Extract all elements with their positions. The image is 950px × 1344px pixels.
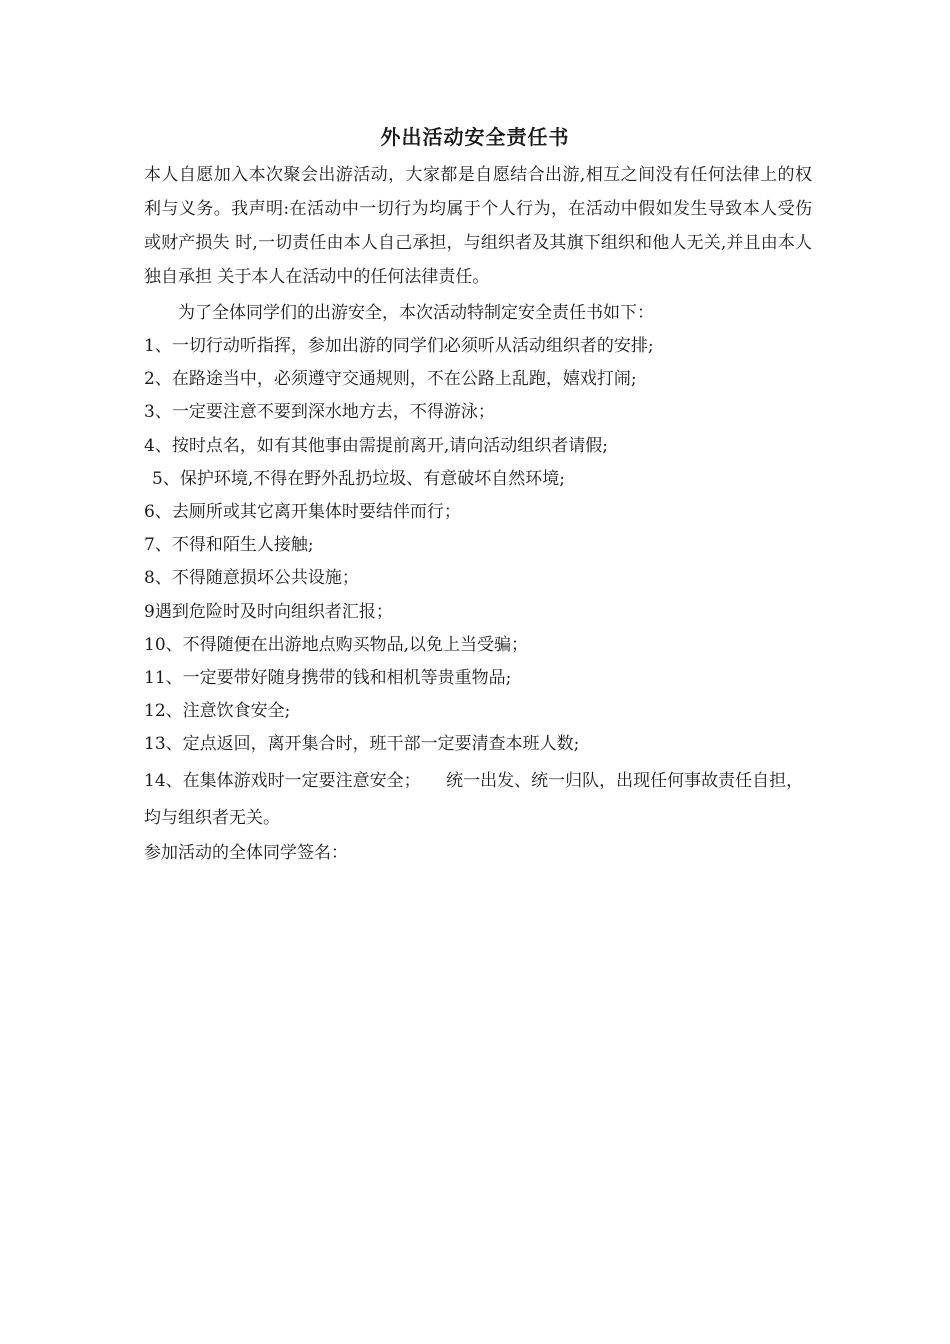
- rule-item: 14、在集体游戏时一定要注意安全； 统一出发、统一归队，出现任何事故责任自担，均与组织者无关。: [144, 770, 804, 828]
- rule-item: 12、注意饮食安全;: [144, 701, 291, 722]
- lead-paragraph: 为了全体同学们的出游安全，本次活动特制定安全责任书如下：: [178, 303, 654, 323]
- rule-item: 6、去厕所或其它离开集体时要结伴而行；: [144, 502, 461, 523]
- rule-item: 13、定点返回，离开集合时，班干部一定要清查本班人数;: [144, 734, 580, 755]
- signature-line: 参加活动的全体同学签名：: [144, 842, 348, 863]
- rule-item: 3、一定要注意不要到深水地方去，不得游泳；: [144, 402, 495, 423]
- rule-item: 8、不得随意损坏公共设施；: [144, 568, 359, 589]
- rule-item: 11、一定要带好随身携带的钱和相机等贵重物品;: [144, 668, 512, 689]
- rule-item: 1、一切行动听指挥，参加出游的同学们必须听从活动组织者的安排;: [144, 336, 654, 356]
- rule-item: 2、在路途当中，必须遵守交通规则，不在公路上乱跑，嬉戏打闹;: [144, 369, 637, 390]
- document-body: [144, 158, 812, 870]
- rule-item: 9遇到危险时及时向组织者汇报；: [144, 601, 393, 622]
- document-title: 外出活动安全责任书: [380, 125, 570, 149]
- rule-item: 7、不得和陌生人接触;: [144, 535, 314, 556]
- rule-item: 5、保护环境,不得在野外乱扔垃圾、有意破坏自然环境;: [152, 468, 565, 489]
- rule-item: 4、按时点名，如有其他事由需提前离开,请向活动组织者请假;: [144, 435, 608, 456]
- intro-paragraph: 本人自愿加入本次聚会出游活动，大家都是自愿结合出游,相互之间没有任何法律上的权利与义务。我声明:在活动中一切行为均属于个人行为，在活动中假如发生导致本人受伤或财产损失 时,一切责任由本人自己承担，与组织者及其旗下组织和他人无关,并且由本人独自承担 关于本人在活动中的任何法律责任。: [144, 165, 812, 287]
- rule-item: 10、不得随便在出游地点购买物品,以免上当受骗；: [144, 634, 529, 655]
